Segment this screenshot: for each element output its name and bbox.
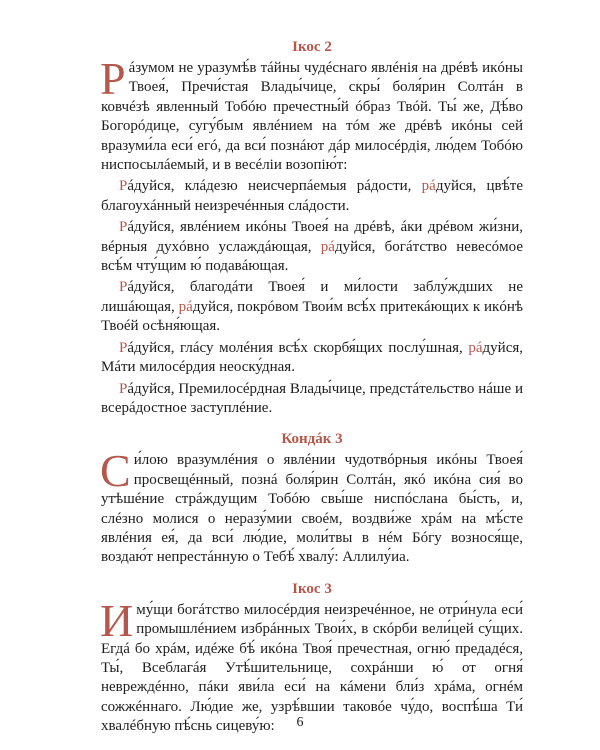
ikos-2-title: Ікос 2 bbox=[292, 39, 332, 55]
ikos-3-body: му́щи богáтство милосéрдия неизречéнное, не отри́нула еси́ промышлéнием избрáнных Твои́х, в скóрби вели́цей су́щих. Егдá бо хрáм, идéже бѣ́ икóна Твоя́ пречестная, огню́ предадéся, Ты́, Всеблагáя Утѣ́шительнице, сохрáнши ю́ от огня́ невреждéнно, пáки яви́ла еси́ на кáмени бли́з хрáма, огнéм сожжéннаго. Лю́дие же, узрѣ́вшии таковóе чу́до, воспѣ́ша Ти́ хвалéбную пѣ́снь сицеву́ю: bbox=[101, 601, 523, 735]
kondak-3-title: Кондáк 3 bbox=[281, 431, 343, 448]
chairetismos-1: Рáдуйся, клáдезю неисчерпáемыя рáдости, рáдуйся, цвѣ́те благоухáнный неизречéнныя слáдости. bbox=[101, 178, 523, 214]
ikos-3-drop-cap: И bbox=[100, 594, 134, 646]
ikos-3-title: Ікос 3 bbox=[292, 580, 332, 597]
ikos-2-intro bbox=[100, 53, 523, 175]
chairetismos-3: Рáдуйся, благодáти Твоея́ и ми́лости заблу́ждших не лишáющая, рáдуйся, покрóвом Твои́м всѣ́х притекáющих к икóнѣ Твоéй осѣня́ющая. bbox=[101, 279, 523, 335]
kondak-3-text bbox=[100, 445, 523, 567]
chairetismos-4: Рáдуйся, глáсу молéния всѣ́х скорбя́щих послу́шная, рáдуйся, Мáти милосéрдия неоску́дная. bbox=[101, 339, 523, 376]
kondak-3-drop-cap: С bbox=[100, 445, 131, 497]
page-body bbox=[101, 0, 523, 737]
page-number: 6 bbox=[296, 715, 304, 730]
chairetismos-2: Рáдуйся, явлéнием икóны Твоея́ на дрéвѣ, áки дрéвом жи́зни, вéрныя духóвно услаждáющая, рáдуйся, богáтство невесóмое всѣ́м чту́щим ю́ подавáющая. bbox=[101, 219, 523, 275]
chairetismos-5: Рáдуйся, Премилосéрдная Влады́чице, предстáтельство нáше и всерáдостное заступлéние. bbox=[101, 380, 523, 416]
ikos-2-intro-text: áзумом не уразумѣ́в тáйны чудéснаго явлéнія на дрéвѣ икóны Твоея́, Пречи́стая Влады́чице, скры́ боля́рин Солтáн в ковчéзѣ явленный Тобóю пречестны́й óбраз Твóй. Ты́ же, Дѣ́во Богорóдице, сугу́бым явлéнием на тóм же дрéвѣ икóны сей вразуми́ла еси́ егó, да вси́ познáют дáр милосéрдія, лю́дем Тобóю ниспосылáемый, и в весéліи возопію́т: bbox=[101, 60, 523, 174]
ikos-2-drop-cap: Р bbox=[100, 53, 126, 104]
kondak-3-body: и́лою вразумлéния о явлéнии чудотвóрныя икóны Твоея́ просвещéнный, познá боля́рин Солтáн, якó икóна сия́ во утѣшéние стрáждущим Тобóю свы́ше ниспóслана бы́сть, и, слéзно молися о неразу́мии своéм, воздви́же хрáм на мѣ́сте явлéния ея́, да вси́ лю́дие, моли́твы в нéм Бóгу вознося́ще, воздаю́т непрестáнную о Тебѣ́ хвалу́: Аллилу́иа. bbox=[101, 452, 523, 566]
